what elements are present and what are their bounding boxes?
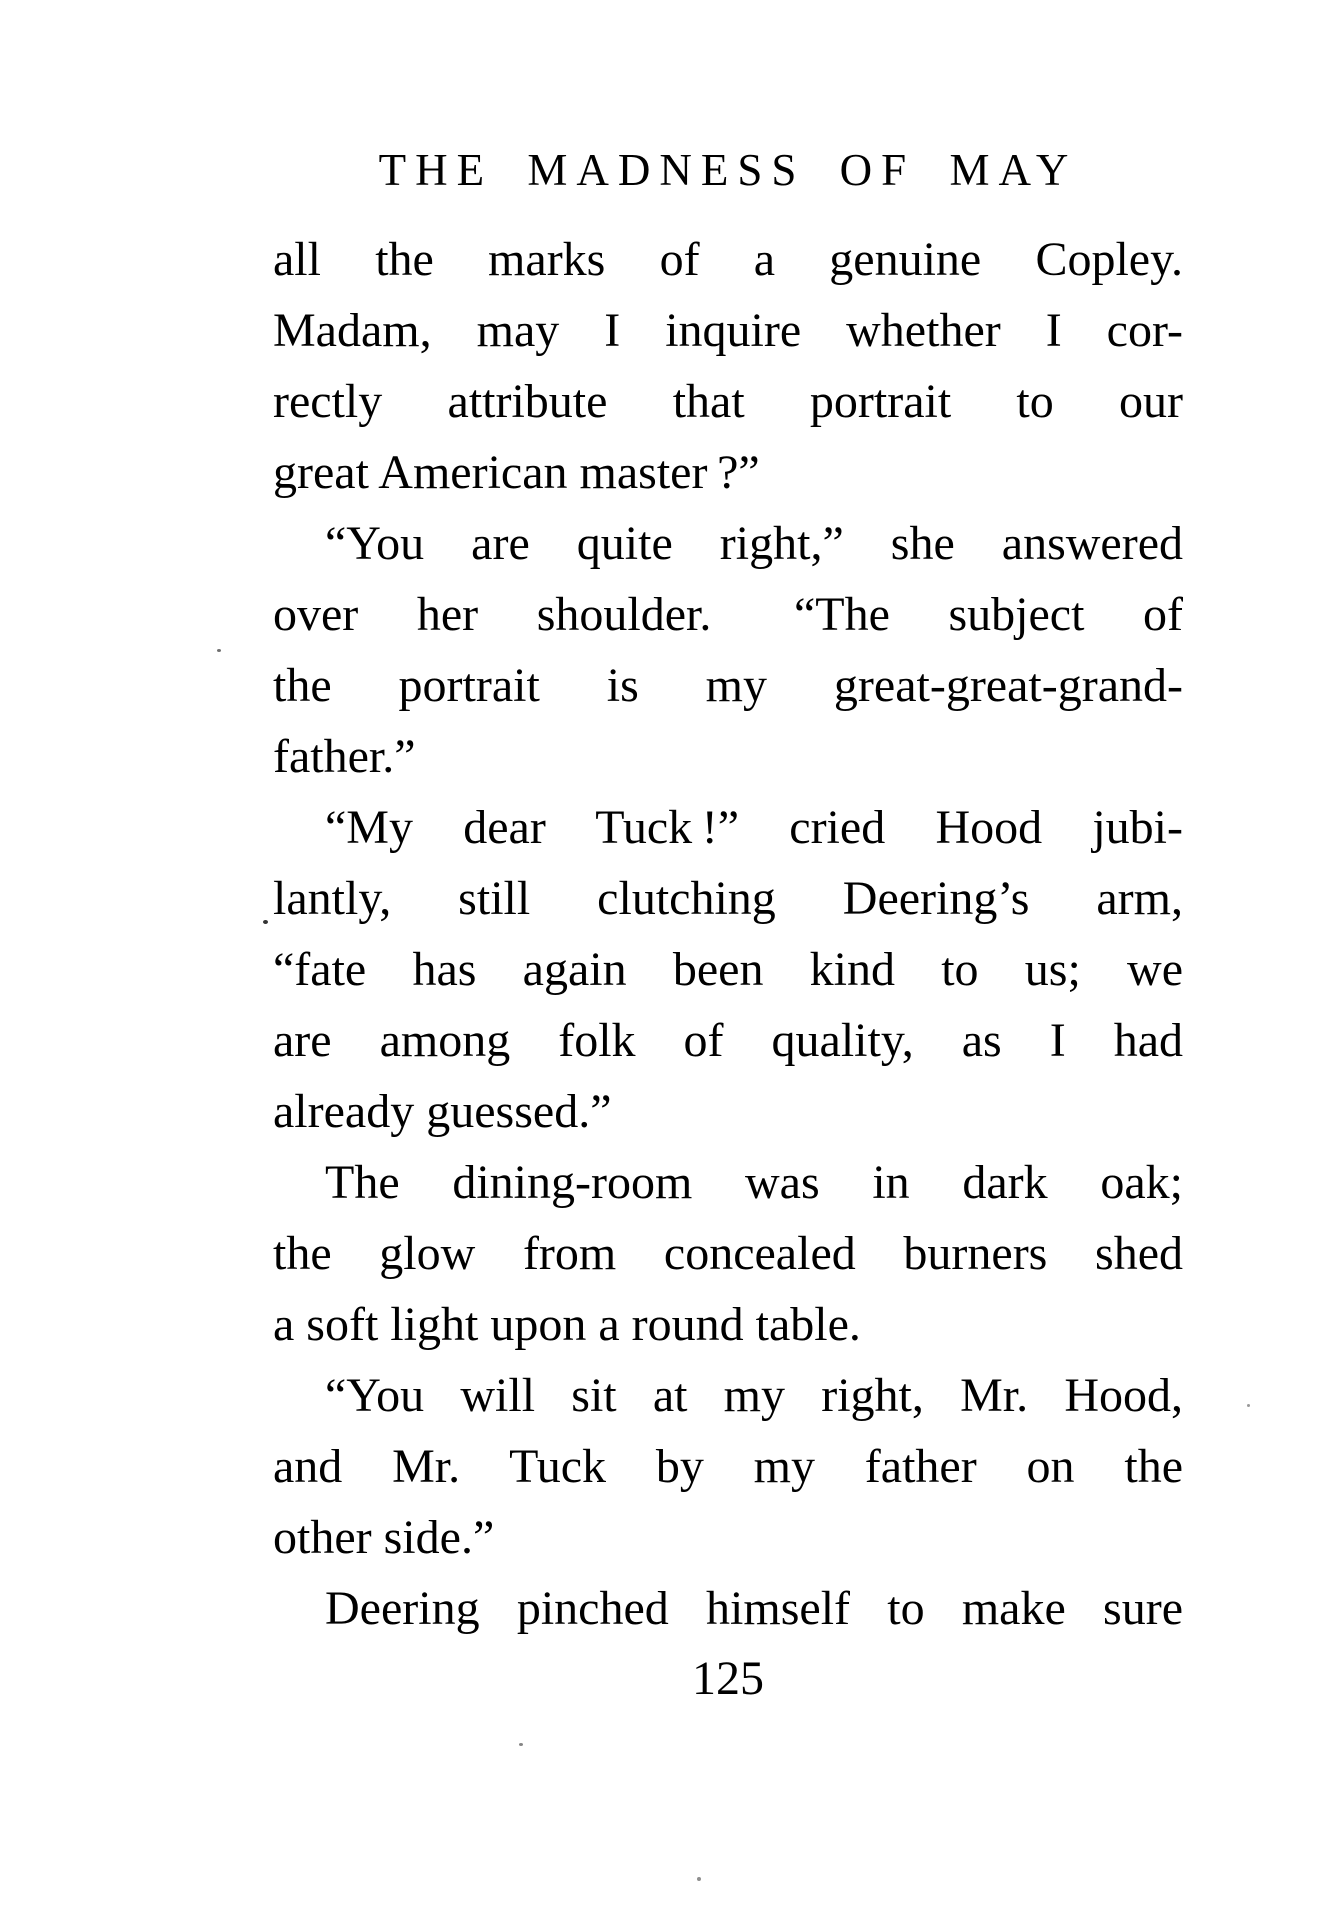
text-line: great American master ?”	[273, 446, 760, 499]
text-line: all the marks of a genuine Copley.	[273, 233, 1183, 286]
text-line: already guessed.”	[273, 1085, 612, 1138]
text-line: Madam, may I inquire whether I cor-	[273, 304, 1183, 357]
text-line: “You will sit at my right, Mr. Hood,	[325, 1369, 1183, 1422]
text-line: Deering pinched himself to make sure	[325, 1582, 1183, 1635]
text-line: The dining-room was in dark oak;	[325, 1156, 1183, 1209]
text-line: other side.”	[273, 1511, 495, 1564]
text-line: “You are quite right,” she answered	[325, 517, 1183, 570]
page-number: 125	[692, 1652, 764, 1705]
text-line: a soft light upon a round table.	[273, 1298, 861, 1351]
text-line: “fate has again been kind to us; we	[273, 943, 1183, 996]
text-line: over her shoulder. “The subject of	[273, 588, 1183, 641]
text-line: lantly, still clutching Deering’s arm,	[273, 872, 1183, 925]
text-line: rectly attribute that portrait to our	[273, 375, 1183, 428]
text-line: “My dear Tuck !” cried Hood jubi-	[325, 801, 1183, 854]
scan-speck	[519, 1743, 523, 1746]
text-line: the portrait is my great-great-grand-	[273, 659, 1183, 712]
text-line: father.”	[273, 730, 416, 783]
text-line: the glow from concealed burners shed	[273, 1227, 1183, 1280]
page-header-title: THE MADNESS OF MAY	[378, 145, 1078, 195]
scan-speck	[263, 920, 268, 924]
scan-speck	[697, 1877, 701, 1881]
scan-speck	[217, 649, 221, 652]
text-line: are among folk of quality, as I had	[273, 1014, 1183, 1067]
text-line: and Mr. Tuck by my father on the	[273, 1440, 1183, 1493]
scan-speck	[1247, 1404, 1250, 1407]
text-column	[273, 224, 1183, 1644]
